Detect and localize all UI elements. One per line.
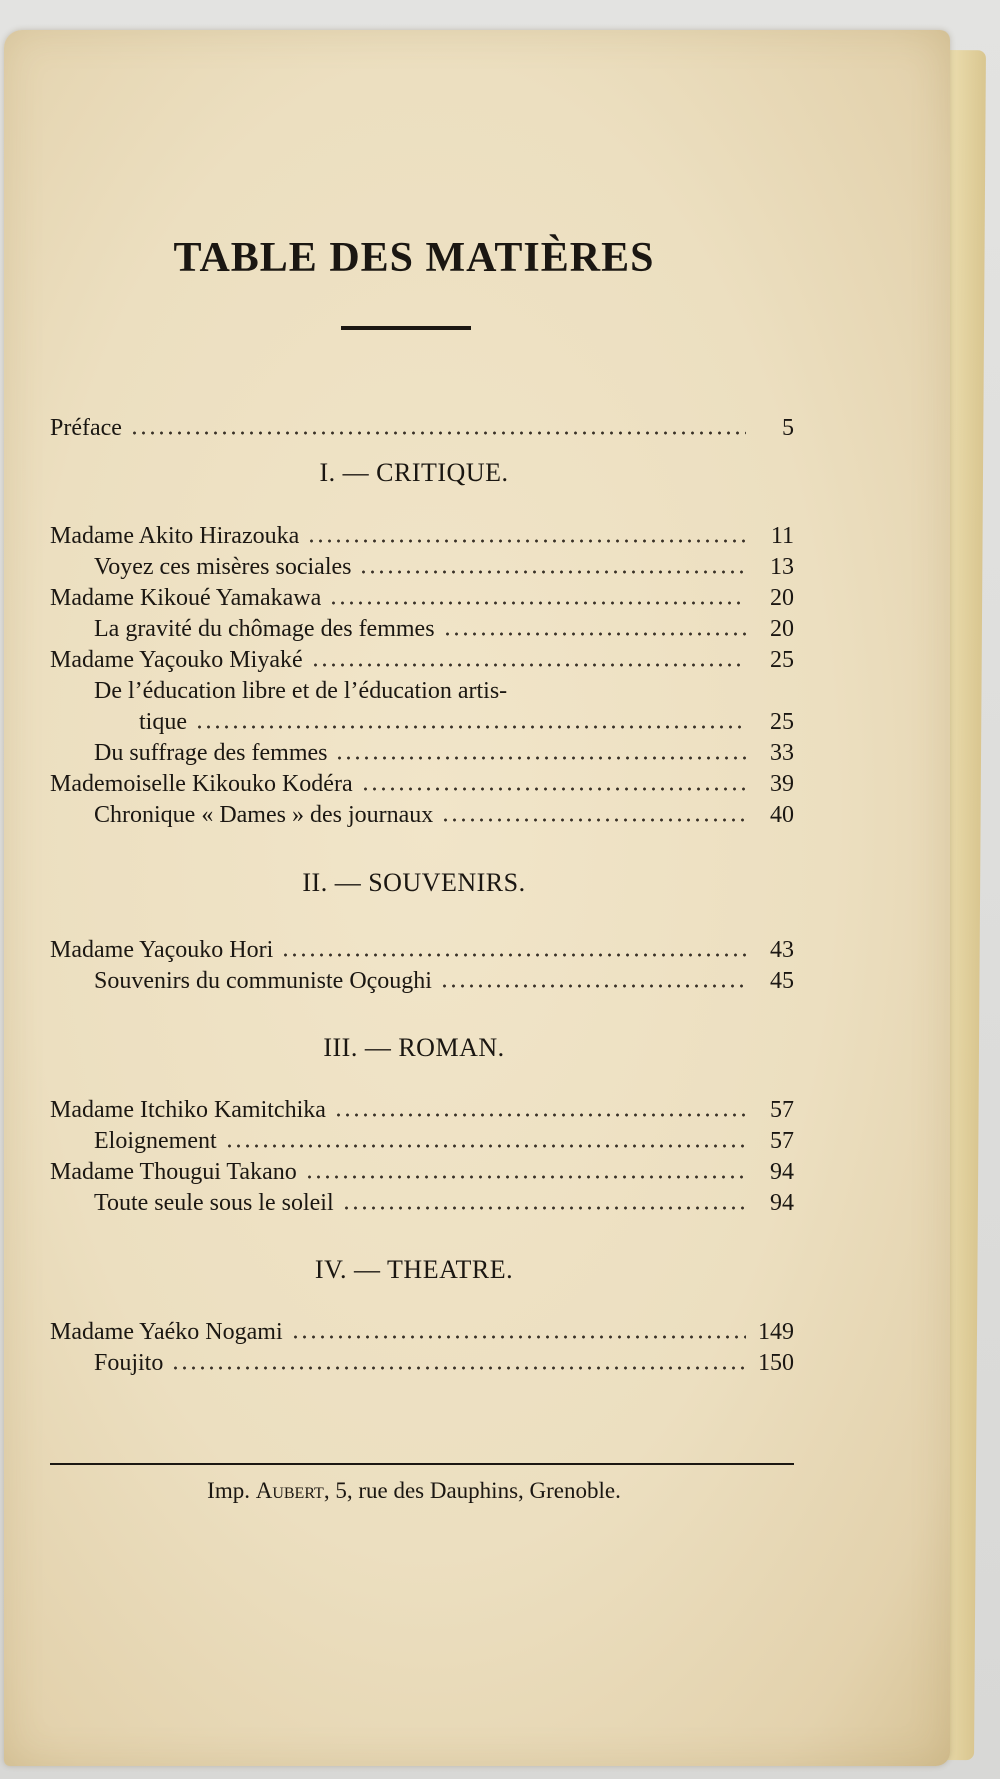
toc-entry-label: tique <box>139 709 187 735</box>
leader-dots <box>342 1206 746 1210</box>
page-title: TABLE DES MATIÈRES <box>173 235 655 281</box>
book-page <box>4 30 950 1766</box>
toc-entry <box>94 799 794 831</box>
toc-page-number: 45 <box>770 968 794 994</box>
toc-entry-label: Chronique « Dames » des journaux <box>94 802 434 828</box>
toc-page-number: 150 <box>758 1350 794 1376</box>
toc-entry-label: Du suffrage des femmes <box>94 740 328 766</box>
toc-page-number: 57 <box>770 1128 794 1154</box>
leader-dots <box>359 570 746 574</box>
leader-dots <box>335 756 746 760</box>
toc-entry-label: Voyez ces misères sociales <box>94 554 352 580</box>
section-heading: III. — ROMAN. <box>323 1033 505 1062</box>
toc-entry <box>50 520 794 552</box>
toc-page-number: 5 <box>782 415 794 441</box>
toc-entry-label: Madame Yaçouko Hori <box>50 937 274 963</box>
toc-entry-label: Madame Thougui Takano <box>50 1159 297 1185</box>
section-heading: II. — SOUVENIRS. <box>302 868 526 897</box>
toc-entry <box>94 613 794 645</box>
leader-dots <box>281 953 746 957</box>
toc-entry-preface <box>50 412 794 444</box>
imprint-address: , 5, rue des Dauphins, Grenoble. <box>323 1478 621 1503</box>
toc-page-number: 33 <box>770 740 794 766</box>
toc-entry <box>94 1347 794 1379</box>
toc-entry-label: Madame Yaéko Nogami <box>50 1319 283 1345</box>
toc-page-number: 20 <box>770 585 794 611</box>
toc-page-number: 25 <box>770 709 794 735</box>
toc-entry <box>50 644 794 676</box>
toc-entry <box>94 675 794 707</box>
leader-dots <box>440 984 746 988</box>
toc-entry <box>50 582 794 614</box>
leader-dots <box>443 632 746 636</box>
toc-page-number: 94 <box>770 1190 794 1216</box>
toc-entry-label: De l’éducation libre et de l’éducation artis- <box>94 678 508 704</box>
toc-entry <box>50 934 794 966</box>
imprint-printer-name: Aubert <box>255 1478 324 1503</box>
toc-page-number: 39 <box>770 771 794 797</box>
leader-dots <box>307 539 746 543</box>
leader-dots <box>361 787 746 791</box>
toc-entry <box>139 706 794 738</box>
toc-entry-label: Madame Akito Hirazouka <box>50 523 300 549</box>
toc-page-number: 94 <box>770 1159 794 1185</box>
toc-entry-label: Toute seule sous le soleil <box>94 1190 334 1216</box>
toc-page-number: 43 <box>770 937 794 963</box>
toc-entry <box>50 1094 794 1126</box>
leader-dots <box>311 663 746 667</box>
toc-page-number: 20 <box>770 616 794 642</box>
toc-entry <box>94 1125 794 1157</box>
toc-entry <box>94 737 794 769</box>
leader-dots <box>130 431 746 435</box>
section-heading: I. — CRITIQUE. <box>319 458 509 487</box>
toc-entry-label: Madame Kikoué Yamakawa <box>50 585 322 611</box>
leader-dots <box>291 1335 746 1339</box>
toc-entry <box>50 1156 794 1188</box>
toc-entry-label: Foujito <box>94 1350 164 1376</box>
toc-entry <box>94 965 794 997</box>
toc-entry-label: Souvenirs du communiste Oçoughi <box>94 968 432 994</box>
toc-entry-label: Préface <box>50 415 122 441</box>
toc-page-number: 149 <box>758 1319 794 1345</box>
leader-dots <box>305 1175 746 1179</box>
section-heading: IV. — THEATRE. <box>314 1255 514 1284</box>
toc-entry-label: Madame Itchiko Kamitchika <box>50 1097 326 1123</box>
toc-entry <box>50 1316 794 1348</box>
toc-entry <box>94 551 794 583</box>
printer-imprint <box>4 1478 824 1504</box>
imprint-prefix: Imp. <box>207 1478 250 1503</box>
toc-entry-label: La gravité du chômage des femmes <box>94 616 435 642</box>
leader-dots <box>441 818 746 822</box>
leader-dots <box>334 1113 746 1117</box>
toc-entry-label: Madame Yaçouko Miyaké <box>50 647 303 673</box>
toc-entry-label: Mademoiselle Kikouko Kodéra <box>50 771 353 797</box>
toc-entry <box>94 1187 794 1219</box>
title-rule <box>341 326 471 330</box>
toc-page-number: 11 <box>770 523 794 549</box>
toc-page-number: 40 <box>770 802 794 828</box>
toc-page-number: 13 <box>770 554 794 580</box>
leader-dots <box>171 1366 746 1370</box>
leader-dots <box>329 601 746 605</box>
leader-dots <box>225 1144 746 1148</box>
toc-entry-label: Eloignement <box>94 1128 217 1154</box>
leader-dots <box>195 725 746 729</box>
toc-page-number: 25 <box>770 647 794 673</box>
toc-page-number: 57 <box>770 1097 794 1123</box>
footer-rule <box>50 1463 794 1465</box>
toc-entry <box>50 768 794 800</box>
